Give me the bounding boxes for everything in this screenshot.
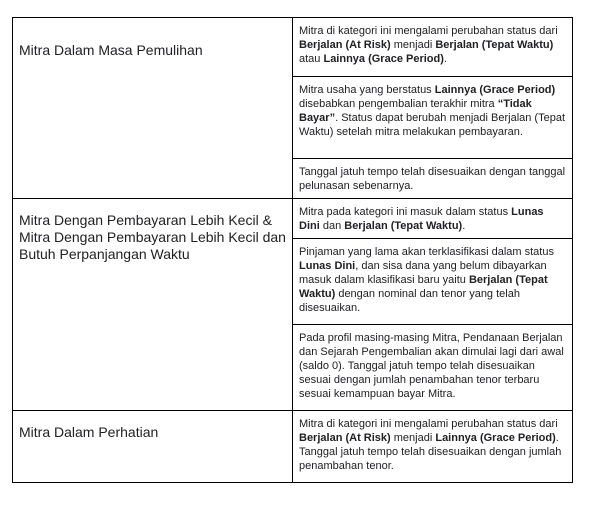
table-row — [13, 18, 573, 77]
body-text: Pada profil masing-masing Mitra, Pendanaan Berjalan dan Sejarah Pengembalian akan dimulai lagi dari awal (saldo 0). Tanggal jatuh tempo telah disesuaikan sesuai dengan jumlah penambahan tenor terbaru sesuai kemampuan bayar Mitra. — [299, 332, 564, 400]
category-cell — [13, 199, 293, 411]
table-row — [13, 199, 573, 239]
emphasis-text: Lainnya (Grace Period) — [435, 432, 556, 444]
category-title: Mitra Dalam Perhatian — [19, 424, 159, 440]
body-text: . Status dapat berubah menjadi Berjalan (Tepat Waktu) setelah mitra melakukan pembayaran. — [299, 112, 566, 138]
emphasis-text: Berjalan (Tepat Waktu) — [344, 220, 463, 232]
body-text: Mitra di kategori ini mengalami perubahan status dari — [299, 418, 558, 430]
description-cell — [293, 325, 573, 411]
body-text: dan — [319, 220, 345, 232]
emphasis-text: Berjalan (Tepat Waktu) — [299, 274, 548, 300]
body-text: , dan sisa dana yang belum dibayarkan masuk dalam klasifikasi baru yaitu — [299, 260, 547, 286]
emphasis-text: Berjalan (At Risk) — [299, 432, 391, 444]
category-title: Mitra Dalam Masa Pemulihan — [19, 42, 203, 58]
category-title: Mitra Dengan Pembayaran Lebih Kecil & Mitra Dengan Pembayaran Lebih Kecil dan Butuh Perpanjangan Waktu — [19, 212, 286, 262]
body-text: menjadi — [390, 432, 436, 444]
emphasis-text: Berjalan (At Risk) — [299, 39, 391, 51]
description-cell — [293, 411, 573, 483]
body-text: dengan nominal dan tenor yang telah disesuaikan. — [299, 288, 520, 314]
description-cell — [293, 18, 573, 77]
body-text: atau — [299, 53, 324, 65]
category-cell — [13, 411, 293, 483]
description-cell — [293, 199, 573, 239]
body-text: Mitra di kategori ini mengalami perubahan status dari — [299, 25, 558, 37]
emphasis-text: Lainnya (Grace Period) — [323, 53, 444, 65]
table-row — [13, 411, 573, 483]
body-text: . — [443, 53, 447, 65]
status-table — [12, 17, 573, 483]
description-cell — [293, 239, 573, 325]
body-text: disebabkan pengembalian terakhir mitra — [299, 98, 498, 110]
category-cell — [13, 18, 293, 199]
description-cell — [293, 159, 573, 199]
body-text: Tanggal jatuh tempo telah disesuaikan dengan tanggal pelunasan sebenarnya. — [299, 166, 566, 192]
body-text: Mitra pada kategori ini masuk dalam status — [299, 206, 512, 218]
description-cell — [293, 77, 573, 159]
body-text: . Tanggal jatuh tempo telah disesuaikan dengan jumlah penambahan tenor. — [299, 432, 562, 472]
emphasis-text: Lunas Dini — [299, 206, 544, 232]
emphasis-text: Lainnya (Grace Period) — [434, 84, 556, 96]
emphasis-text: Lunas Dini — [299, 260, 356, 272]
body-text: Mitra usaha yang berstatus — [299, 84, 435, 96]
emphasis-text: Berjalan (Tepat Waktu) — [435, 39, 554, 51]
body-text: menjadi — [390, 39, 436, 51]
emphasis-text: “Tidak Bayar” — [299, 98, 532, 124]
body-text: Pinjaman yang lama akan terklasifikasi dalam status — [299, 246, 554, 258]
body-text: . — [462, 220, 466, 232]
